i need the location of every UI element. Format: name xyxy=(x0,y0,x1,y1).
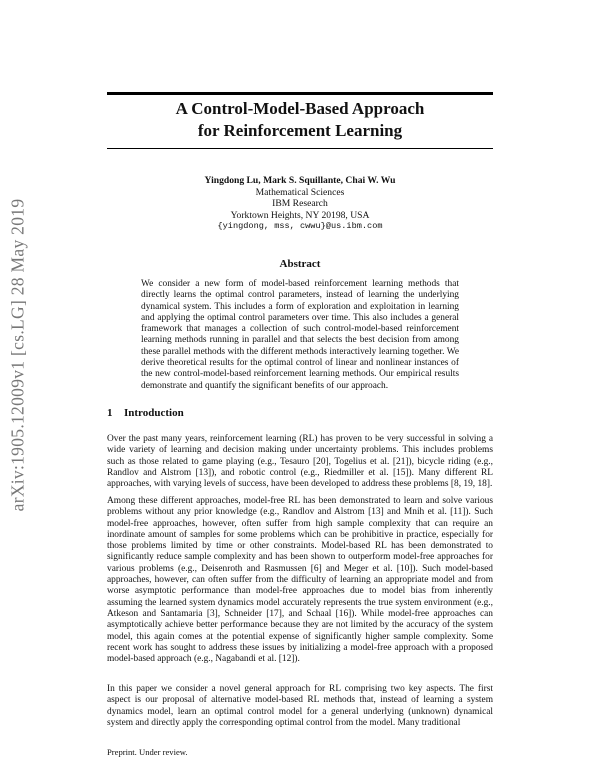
author-department: Mathematical Sciences xyxy=(255,186,345,198)
intro-paragraph-1: Over the past many years, reinforcement learning (RL) has proven to be very successful in solving a wide variety of learning and decision making under uncertainty problems. This includes problems such as those related to game playing (e.g., Tesauro [20], Togelius et al. [21]), bicycle riding (e.g., Randlov and Alstrom [13]), and robotic control (e.g., Riedmiller et al. [15]). Many different RL approaches, with varying levels of success, have been developed to address these problems [8, 19, 18]. xyxy=(107,434,493,490)
title-top-rule xyxy=(107,92,493,95)
author-email: {yingdong, mss, cwwu}@us.ibm.com xyxy=(217,221,383,232)
abstract-heading: Abstract xyxy=(279,258,321,270)
intro-paragraph-3: In this paper we consider a novel general approach for RL comprising two key aspects. The first aspect is our proposal of alternative model-based RL methods that, instead of learning a system dynamics model, learn an optimal control model for a general underlying (unknown) dynamical system and directly apply the corresponding optimal control from the model. Many traditional xyxy=(107,684,493,728)
arxiv-identifier xyxy=(4,120,32,590)
author-institution: IBM Research xyxy=(272,198,328,210)
section-heading-introduction xyxy=(107,407,184,419)
section-number: 1 xyxy=(107,407,113,419)
intro-paragraph-2: Among these different approaches, model-free RL has been demonstrated to learn and solve various problems without any prior knowledge (e.g., Randlov and Alstrom [13] and Mnih et al. [11]). Such model-free approaches, however, often suffer from high sample complexity that can require an inordinate amount of samples for some problems which can be prohibitive in practice, especially for those problems limited by time or other constraints. Model-based RL has been demonstrated to significantly reduce sample complexity and has been shown to outperform model-free approaches for various problems (e.g., Deisenroth and Rasmussen [6] and Meger et al. [10]). Such model-based approaches, however, can often suffer from the difficulty of learning an appropriate model and from worse asymptotic performance than model-free approaches due to model bias from inherently assuming the learned system dynamics model accurately represents the true system environment (e.g., Atkeson and Santamaria [3], Schneider [17], and Schaal [16]). While model-free approaches can asymptotically achieve better performance because they are not limited by the accuracy of the system model, this again comes at the potential expense of significantly higher sample complexity. Some recent work has sought to address these issues by initializing a model-free approach with a proposed model-based approach (e.g., Nagabandi et al. [12]). xyxy=(107,496,493,665)
title-line-2: for Reinforcement Learning xyxy=(197,121,403,140)
author-address: Yorktown Heights, NY 20198, USA xyxy=(230,209,370,221)
arxiv-identifier-text: arXiv:1905.12009v1 [cs.LG] 28 May 2019 xyxy=(7,198,28,512)
abstract-text: We consider a new form of model-based reinforcement learning methods that directly learns the optimal control parameters, instead of learning the underlying dynamical system. This includes a form of exploration and exploitation in learning and applying the optimal control parameters over time. This also includes a general framework that manages a collection of such control-model-based reinforcement learning methods running in parallel and that selects the best decision from among these parallel methods with the different methods interactively learning together. We derive theoretical results for the optimal control of linear and nonlinear instances of the new control-model-based reinforcement learning methods. Our empirical results demonstrate and quantify the significant benefits of our approach. xyxy=(141,279,459,391)
paper-title xyxy=(107,98,493,142)
title-bottom-rule xyxy=(107,148,493,149)
title-line-1: A Control-Model-Based Approach xyxy=(175,99,425,118)
section-title: Introduction xyxy=(124,407,184,419)
author-block xyxy=(107,175,493,233)
footer-note: Preprint. Under review. xyxy=(107,747,188,757)
author-names: Yingdong Lu, Mark S. Squillante, Chai W. Wu xyxy=(204,175,396,186)
